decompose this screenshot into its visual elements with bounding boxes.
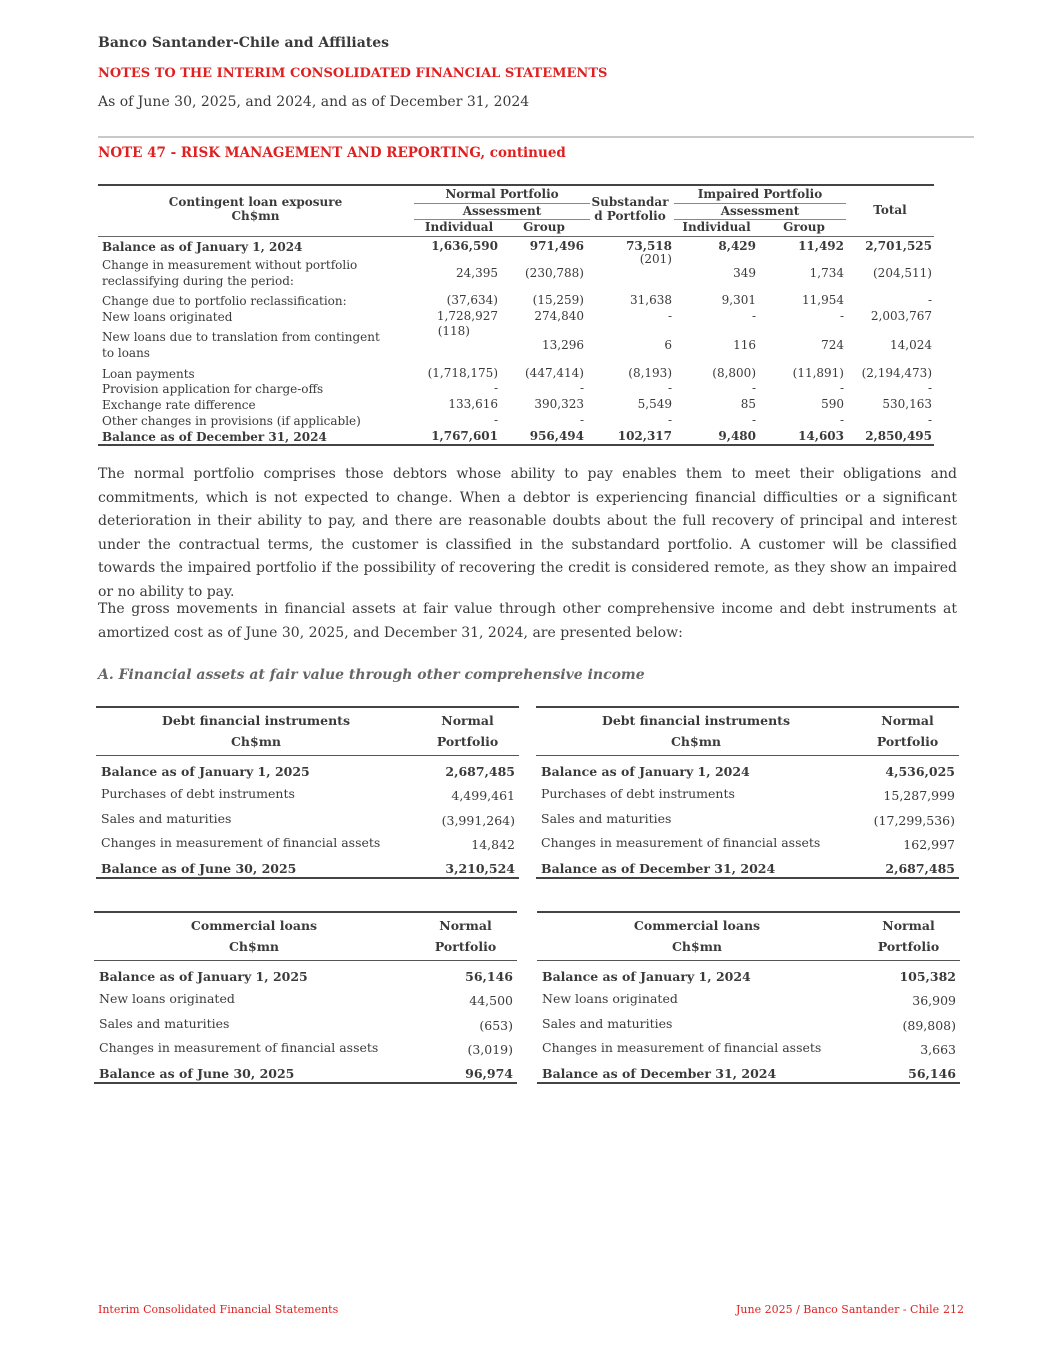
table-row-label: New loans originated [99,991,235,1006]
table-row-label: Balance as of June 30, 2025 [101,861,297,876]
footer-period: June 2025 / Banco Santander - Chile [736,1303,940,1316]
table-row-value: 15,287,999 [883,788,955,803]
table-top-rule [98,184,934,186]
table-row-label: Changes in measurement of financial assets [99,1040,379,1055]
col-header-normal-portfolio: Normal Portfolio [434,918,497,954]
table-row-label: Changes in measurement of financial assets [542,1040,822,1055]
col-header-impaired-portfolio: Impaired Portfolio [697,187,823,201]
company-name: Banco Santander-Chile and Affiliates [98,35,390,51]
table-row-value: 96,974 [465,1066,513,1081]
col-header-impaired-group: Group [783,220,825,234]
table-row-label: Sales and maturities [541,811,672,826]
table-row: Other changes in provisions (if applicable) - - - - - - [102,413,932,428]
table-row: New loans due to translation from contingent to loans (118) 13,296 6 116 724 14,024 [102,324,932,360]
table-row-value: 36,909 [912,993,956,1008]
table-row: Balance as of January 1, 2024 1,636,590 971,496 73,518 8,429 11,492 2,701,525 [102,239,932,254]
table-row-value: 56,146 [908,1066,956,1081]
table-row-value: (3,991,264) [441,813,515,828]
table-row-label: Changes in measurement of financial assets [101,835,381,850]
table-row-value: 4,499,461 [451,788,515,803]
table-row-label: Purchases of debt instruments [101,786,295,801]
table-row-label: Sales and maturities [542,1016,673,1031]
table-row: Provision application for charge-offs - - - - - - [102,381,932,396]
table-row-label: Balance as of January 1, 2024 [541,764,750,779]
col-header-normal-individual: Individual [424,220,494,234]
table-row-value: 4,536,025 [885,764,955,779]
col-header-substandard: Substandar d Portfolio [591,195,669,223]
page-number: 212 [943,1303,964,1316]
paragraph-portfolio-definitions: The normal portfolio comprises those debtors whose ability to pay enables them to meet their obligations and commitments, which is not expected to change. When a debtor is experiencing financial difficulties or a significant deterioration in their ability to pay, and there are reasonable doubts about the full recovery of principal and interest under the contractual terms, the customer is classified in the substandard portfolio. A customer will be classified towards the impaired portfolio if the possibility of recovering the credit is considered remote, as they show an impaired or no ability to pay. [98,466,957,600]
col-header-label: Debt financial instruments Ch$mn [602,713,790,749]
paragraph-gross-movements: The gross movements in financial assets at fair value through other comprehensive income and debt instruments at amortized cost as of June 30, 2025, and December 31, 2024, are presented below: [98,601,957,641]
table-row-label: Balance as of January 1, 2025 [99,969,308,984]
table-row-value: (3,019) [467,1042,513,1057]
table-row-label: Sales and maturities [101,811,232,826]
table-row: Balance as of December 31, 2024 1,767,601 956,494 102,317 9,480 14,603 2,850,495 [102,429,932,444]
table-row-value: 105,382 [899,969,956,984]
table-row-label: Sales and maturities [99,1016,230,1031]
table-row-value: 3,663 [920,1042,956,1057]
table-row: Loan payments (1,718,175) (447,414) (8,193) (8,800) (11,891) (2,194,473) [102,366,932,381]
col-header-impaired-individual: Individual [682,220,751,234]
table-bottom-rule [98,444,934,446]
table-row-label: Balance as of January 1, 2025 [101,764,310,779]
footer-document-title: Interim Consolidated Financial Statements [98,1303,339,1316]
table-row: Exchange rate difference 133,616 390,323 5,549 85 590 530,163 [102,397,932,412]
col-header-normal-assessment: Assessment [462,204,542,218]
table-row-label: Balance as of December 31, 2024 [542,1066,777,1081]
table-row-value: 44,500 [469,993,513,1008]
col-header-label: Commercial loans Ch$mn [190,918,318,954]
table-row-value: 14,842 [471,837,515,852]
col-header-label: Commercial loans Ch$mn [633,918,761,954]
col-header-label: Contingent loan exposure Ch$mn [168,195,343,223]
col-header-normal-portfolio: Normal Portfolio [876,713,939,749]
table-row-label: Purchases of debt instruments [541,786,735,801]
table-row-value: 162,997 [903,837,955,852]
table-row-label: Balance as of January 1, 2024 [542,969,751,984]
table-row-value: 2,687,485 [445,764,515,779]
table-row-value: 56,146 [465,969,513,984]
section-heading-a: A. Financial assets at fair value through other comprehensive income [98,667,645,683]
header-divider [98,136,974,138]
col-header-total: Total [873,203,907,217]
note-title: NOTE 47 - RISK MANAGEMENT AND REPORTING, continued [98,145,566,161]
col-header-label: Debt financial instruments Ch$mn [162,713,350,749]
table-row-value: (89,808) [902,1018,956,1033]
table-row: New loans originated 1,728,927 274,840 - - - 2,003,767 [102,309,932,324]
table-row-value: 3,210,524 [445,861,515,876]
table-row-label: Changes in measurement of financial assets [541,835,821,850]
table-row-label: New loans originated [542,991,678,1006]
table-row-value: 2,687,485 [885,861,955,876]
table-row: Change due to portfolio reclassification: (37,634) (15,259) 31,638 9,301 11,954 - [102,293,932,308]
table-row: Change in measurement without portfolio reclassifying during the period: 24,395 (230,788) (201) 349 1,734 (204,511) [102,252,932,288]
table-row-value: (653) [479,1018,513,1033]
table-row-label: Balance as of December 31, 2024 [541,861,776,876]
col-header-impaired-assessment: Assessment [720,204,800,218]
col-header-normal-portfolio: Normal Portfolio [436,713,499,749]
table-row-label: Balance as of June 30, 2025 [99,1066,295,1081]
notes-title: NOTES TO THE INTERIM CONSOLIDATED FINANCIAL STATEMENTS [98,66,608,81]
col-header-normal-group: Group [523,220,565,234]
as-of-date: As of June 30, 2025, and 2024, and as of December 31, 2024 [98,94,530,110]
table-row-value: (17,299,536) [873,813,955,828]
col-header-normal-portfolio: Normal Portfolio [445,187,559,201]
col-header-normal-portfolio: Normal Portfolio [877,918,940,954]
